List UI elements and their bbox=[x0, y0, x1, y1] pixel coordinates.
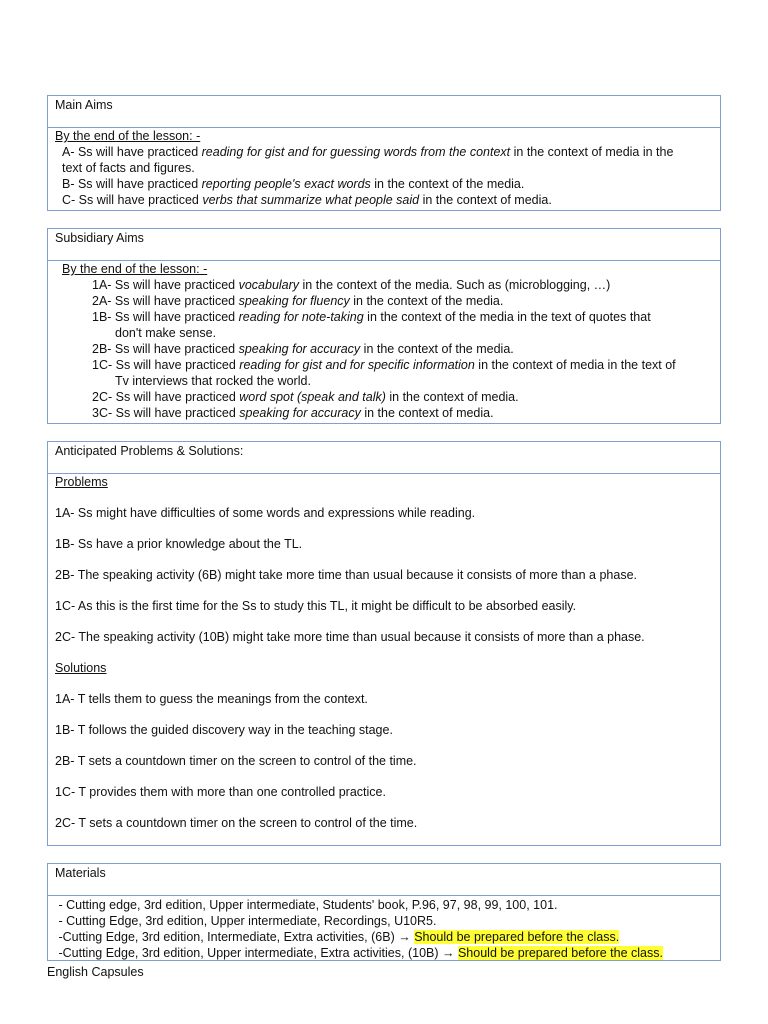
problems-label: Problems bbox=[55, 475, 108, 489]
sub-aim-1b: 1B- Ss will have practiced reading for note-taking in the context of the media in the text of quotes that bbox=[92, 310, 651, 324]
materials-header bbox=[48, 864, 720, 896]
material-3: -Cutting Edge, 3rd edition, Intermediate, Extra activities, (6B) → Should be prepared before the class. bbox=[55, 930, 620, 944]
sub-aim-1c: 1C- Ss will have practiced reading for gist and for specific information in the context of media in the text of bbox=[92, 358, 676, 372]
sub-aim-2c: 2C- Ss will have practiced word spot (speak and talk) in the context of media. bbox=[92, 390, 519, 404]
material-3-highlight: Should be prepared before the class. bbox=[414, 930, 620, 944]
sub-aim-2a: 2A- Ss will have practiced speaking for fluency in the context of the media. bbox=[92, 294, 504, 308]
problem-2b: 2B- The speaking activity (6B) might take more time than usual because it consists of more than a phase. bbox=[55, 568, 638, 582]
problems-solutions-title: Anticipated Problems & Solutions: bbox=[55, 444, 244, 458]
main-aim-b: B- Ss will have practiced reporting people's exact words in the context of the media. bbox=[62, 177, 525, 191]
materials-box bbox=[47, 863, 721, 961]
solutions-label: Solutions bbox=[55, 661, 107, 675]
sub-aim-1b-cont: don't make sense. bbox=[115, 326, 217, 340]
main-aims-box bbox=[47, 95, 721, 211]
solution-1b: 1B- T follows the guided discovery way in the teaching stage. bbox=[55, 723, 393, 737]
footer-text: English Capsules bbox=[47, 965, 144, 979]
material-4-highlight: Should be prepared before the class. bbox=[457, 946, 663, 960]
problem-1a: 1A- Ss might have difficulties of some words and expressions while reading. bbox=[55, 506, 476, 520]
sub-aim-2b: 2B- Ss will have practiced speaking for accuracy in the context of the media. bbox=[92, 342, 514, 356]
main-aim-a-cont: text of facts and figures. bbox=[62, 161, 195, 175]
solution-1c: 1C- T provides them with more than one controlled practice. bbox=[55, 785, 386, 799]
problems-solutions-box bbox=[47, 441, 721, 846]
main-aims-header bbox=[48, 96, 720, 128]
sub-aim-1a: 1A- Ss will have practiced vocabulary in the context of the media. Such as (microblogging, …) bbox=[92, 278, 611, 292]
materials-title: Materials bbox=[55, 866, 106, 880]
sub-aim-1c-cont: Tv interviews that rocked the world. bbox=[115, 374, 311, 388]
material-2: - Cutting Edge, 3rd edition, Upper intermediate, Recordings, U10R5. bbox=[55, 914, 437, 928]
solution-2b: 2B- T sets a countdown timer on the screen to control of the time. bbox=[55, 754, 417, 768]
main-aims-title: Main Aims bbox=[55, 98, 113, 112]
problem-1b: 1B- Ss have a prior knowledge about the TL. bbox=[55, 537, 303, 551]
material-1: - Cutting edge, 3rd edition, Upper intermediate, Students' book, P.96, 97, 98, 99, 100, 101. bbox=[55, 898, 558, 912]
main-aim-c: C- Ss will have practiced verbs that summarize what people said in the context of media. bbox=[62, 193, 552, 207]
subsidiary-aims-title: Subsidiary Aims bbox=[55, 231, 144, 245]
subsidiary-aims-box bbox=[47, 228, 721, 424]
problem-1c: 1C- As this is the first time for the Ss to study this TL, it might be difficult to be absorbed easily. bbox=[55, 599, 577, 613]
solution-2c: 2C- T sets a countdown timer on the screen to control of the time. bbox=[55, 816, 418, 830]
sub-aim-3c: 3C- Ss will have practiced speaking for accuracy in the context of media. bbox=[92, 406, 494, 420]
material-4: -Cutting Edge, 3rd edition, Upper intermediate, Extra activities, (10B) → Should be prepared before the class. bbox=[55, 946, 663, 960]
subsidiary-aims-intro: By the end of the lesson: - bbox=[62, 262, 208, 276]
problem-2c: 2C- The speaking activity (10B) might take more time than usual because it consists of more than a phase. bbox=[55, 630, 645, 644]
solution-1a: 1A- T tells them to guess the meanings from the context. bbox=[55, 692, 368, 706]
main-aims-intro: By the end of the lesson: - bbox=[55, 129, 201, 143]
main-aim-a: A- Ss will have practiced reading for gist and for guessing words from the context in the context of media in the bbox=[62, 145, 674, 159]
problems-solutions-header bbox=[48, 442, 720, 474]
subsidiary-aims-header bbox=[48, 229, 720, 261]
